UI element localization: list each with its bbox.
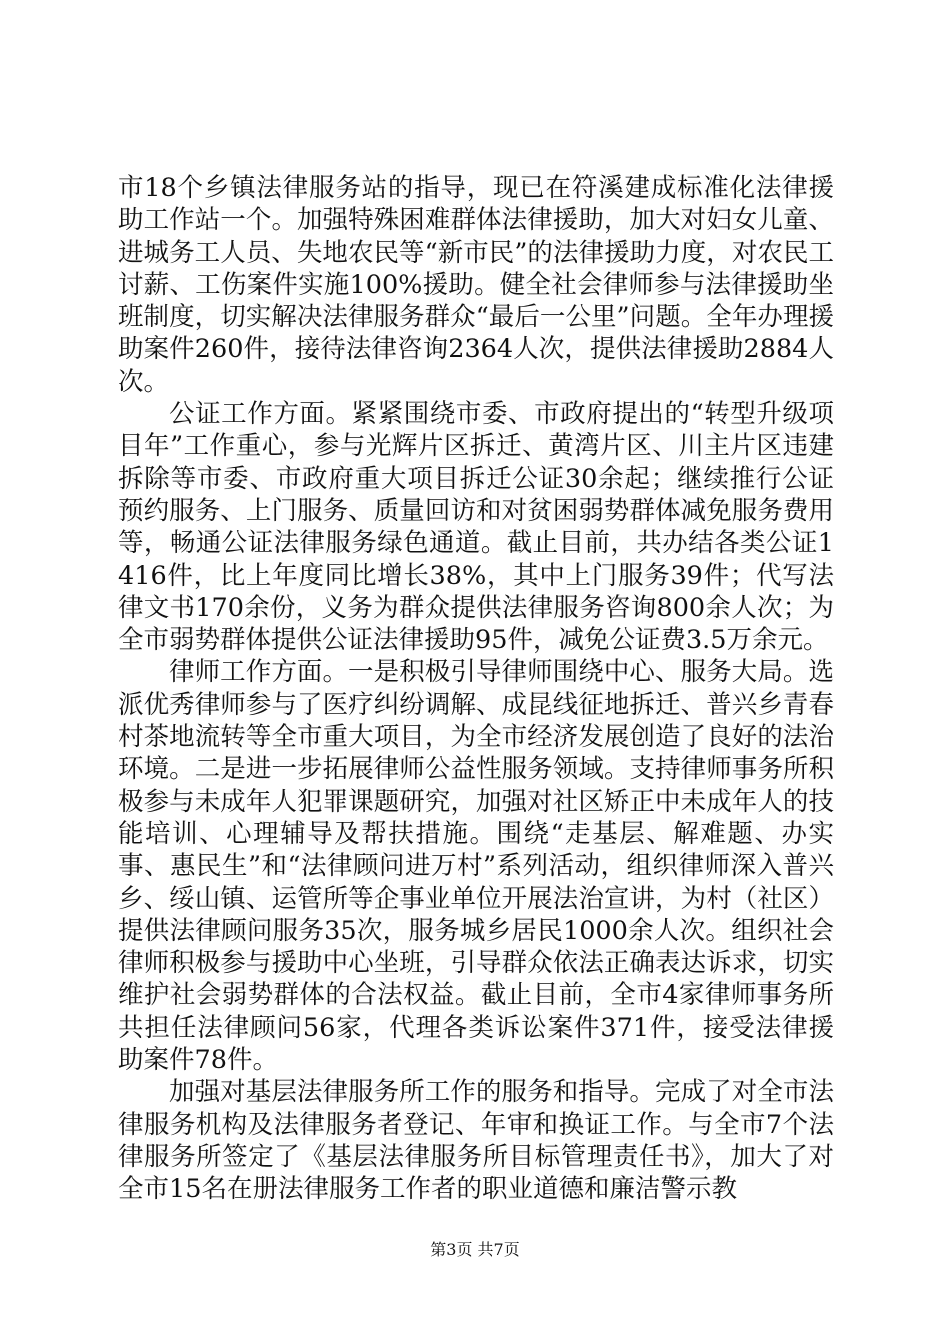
paragraph-grassroots-legal-service: 加强对基层法律服务所工作的服务和指导。完成了对全市法律服务机构及法律服务者登记、年审和换证工作。与全市7个法律服务所签定了《基层法律服务所目标管理责任书》，加大了对全市15名在册法律服务工作者的职业道德和廉洁警示教 — [118, 1077, 834, 1205]
paragraph-legal-aid: 市18个乡镇法律服务站的指导，现已在符溪建成标准化法律援助工作站一个。加强特殊困难群体法律援助，加大对妇女儿童、进城务工人员、失地农民等“新市民”的法律援助力度，对农民工讨薪、工伤案件实施100%援助。健全社会律师参与法律援助坐班制度，切实解决法律服务群众“最后一公里”问题。全年办理援助案件260件，接待法律咨询2364人次，提供法律援助2884人次。 — [118, 173, 834, 397]
paragraph-notarization: 公证工作方面。紧紧围绕市委、市政府提出的“转型升级项目年”工作重心，参与光辉片区拆迁、黄湾片区、川主片区违建拆除等市委、市政府重大项目拆迁公证30余起；继续推行公证预约服务、上门服务、质量回访和对贫困弱势群体减免服务费用等，畅通公证法律服务绿色通道。截止目前，共办结各类公证1416件，比上年度同比增长38%，其中上门服务39件；代写法律文书170余份，义务为群众提供法律服务咨询800余人次；为全市弱势群体提供公证法律援助95件，减免公证费3.5万余元。 — [118, 399, 834, 656]
paragraph-lawyer-work: 律师工作方面。一是积极引导律师围绕中心、服务大局。选派优秀律师参与了医疗纠纷调解、成昆线征地拆迁、普兴乡青春村茶地流转等全市重大项目，为全市经济发展创造了良好的法治环境。二是进一步拓展律师公益性服务领域。支持律师事务所积极参与未成年人犯罪课题研究，加强对社区矫正中未成年人的技能培训、心理辅导及帮扶措施。围绕“走基层、解难题、办实事、惠民生”和“法律顾问进万村”系列活动，组织律师深入普兴乡、绥山镇、运管所等企事业单位开展法治宣讲，为村（社区）提供法律顾问服务35次，服务城乡居民1000余人次。组织社会律师积极参与援助中心坐班，引导群众依法正确表达诉求，切实维护社会弱势群体的合法权益。截止目前，全市4家律师事务所共担任法律顾问56家，代理各类诉讼案件371件，接受法律援助案件78件。 — [118, 657, 834, 1076]
page-number: 第3页 共7页 — [430, 1240, 520, 1259]
page-footer — [0, 1240, 950, 1260]
document-body — [118, 172, 834, 1206]
